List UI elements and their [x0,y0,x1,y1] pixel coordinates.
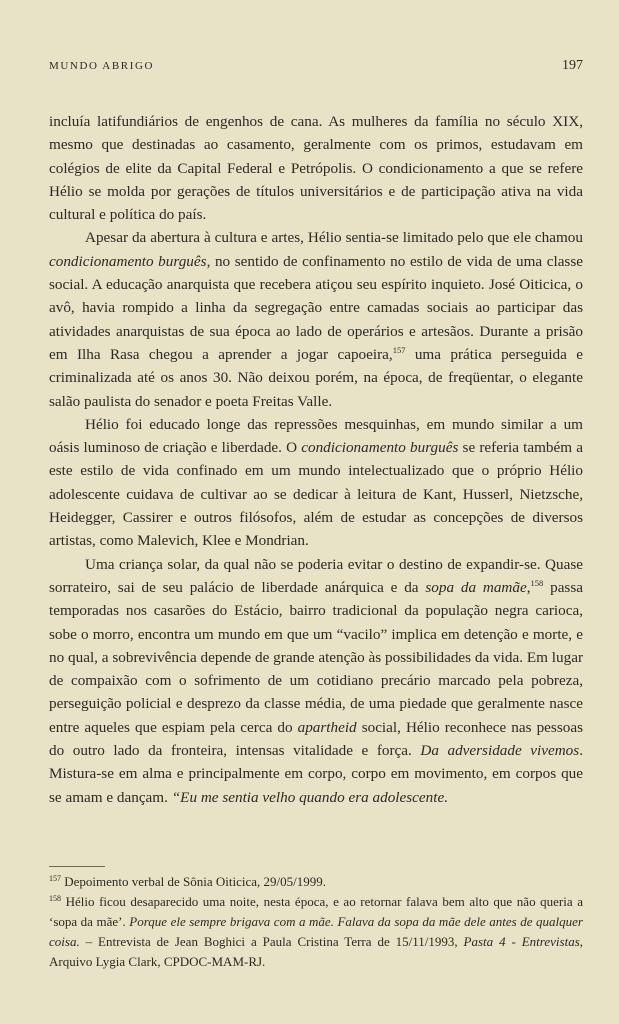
paragraph-4-text-e: . Mistura-se em alma e principalmente em corpo, corpo em movimento, em corpos que se amam e dançam. [49,742,583,806]
paragraph-2-text-a: Apesar da abertura à cultura e artes, Hélio sentia-se limitado pelo que ele chamou [85,229,583,247]
footnote-divider [49,866,105,867]
paragraph-2-text-c: uma prática perseguida e criminalizada até os anos 30. Não deixou porém, na época, de freqüentar, o elegante salão paulista do senador e poeta Freitas Valle. [49,345,583,410]
footnote-158 [49,892,583,972]
paragraph-1-text: incluía latifundiários de engenhos de cana. As mulheres da família no século XIX, mesmo que destinadas ao casamento, geralmente com os primos, estudavam em colégios de elite da Capital Federal e Petrópolis. O condicionamento a que se refere Hélio se molda por gerações de títulos universitários e de participação ativa na vida cultural e política do país. [49,113,583,224]
footnote-157 [49,872,583,892]
paragraph-3-emphasis: condicionamento burguês [301,439,459,457]
paragraph-4-text-b: , [526,578,531,596]
paragraph-2 [49,226,583,412]
paragraph-3 [49,413,583,553]
paragraph-2-emphasis: condicionamento burguês [49,252,207,270]
running-title: MUNDO ABRIGO [49,60,155,72]
paragraph-4-emphasis-4: “Eu me sentia velho quando era adolescente. [171,788,448,806]
body-text [49,110,583,809]
footnote-ref-157: 157 [392,344,406,355]
paragraph-4-emphasis-2: apartheid [297,718,357,736]
footnote-ref-158: 158 [530,577,544,588]
paragraph-4-emphasis-3: Da adversidade vivemos [420,742,580,760]
footnotes [49,872,583,972]
paragraph-1 [49,110,583,226]
footnote-158-text-b: – Entrevista de Jean Boghici a Paula Cristina Terra de 15/11/1993, [79,934,464,949]
footnote-158-text-c: , Arquivo Lygia Clark, CPDOC-MAM-RJ. [49,934,584,969]
paragraph-3-text-b: se referia também a este estilo de vida confinado em um mundo intelectualizado que o próprio Hélio adolescente cuidava de cultivar ao se dedicar à leitura de Kant, Husserl, Nietzsche, Heidegger, Cassirer e outros filósofos, além de estudar as concepções de diversos artistas, como Malevich, Klee e Mondrian. [49,439,583,550]
running-head [49,58,583,74]
footnote-157-number: 157 [49,874,61,883]
page-number: 197 [562,58,583,73]
footnote-158-text-a: Hélio ficou desaparecido uma noite, nesta época, e ao retornar falava bem alto que não queria a ‘sopa da mãe’. [49,894,583,929]
footnote-157-text: Depoimento verbal de Sônia Oiticica, 29/05/1999. [61,874,326,889]
footnote-158-quote: Porque ele sempre brigava com a mãe. Falava da sopa da mãe dele antes de qualquer coisa. [49,914,583,949]
paragraph-4-text-d: social, Hélio reconhece nas pessoas do outro lado da fronteira, intensas vitalidade e força. [49,718,583,760]
paragraph-4-emphasis-1: sopa da mamãe [425,578,527,596]
paragraph-3-text-a: Hélio foi educado longe das repressões mesquinhas, em mundo similar a um oásis luminoso de criação e liberdade. O [49,415,583,457]
footnote-158-folder: Pasta 4 - Entrevistas [463,934,580,949]
footnote-158-number: 158 [49,894,61,903]
paragraph-2-text-b: , no sentido de confinamento no estilo de vida de uma classe social. A educação anarquista que recebera atiçou seu espírito inquieto. José Oiticica, o avô, havia rompido a linha da segregação entre camadas sociais ao participar das atividades anarquistas de sua época ao lado de operários e artesãos. Durante a prisão em Ilha Rasa chegou a aprender a jogar capoeira, [49,252,583,363]
paragraph-4-text-a: Uma criança solar, da qual não se poderia evitar o destino de expandir-se. Quase sorrateiro, sai de seu palácio de liberdade anárquica e da [49,555,583,596]
paragraph-4-text-c: passa temporadas nos casarões do Estácio, bairro tradicional da população negra carioca, sobe o morro, encontra um mundo em que um “vacilo” implica em detenção e morte, e no qual, a sobrevivência depende de grande atenção às possibilidades da vida. Em lugar de compaixão com o sofrimento de um cotidiano precário marcado pela pobreza, perseguição policial e desprezo da classe média, de uma piedade que geralmente nasce entre aqueles que espiam pela cerca do [49,578,583,736]
paragraph-4 [49,553,583,809]
